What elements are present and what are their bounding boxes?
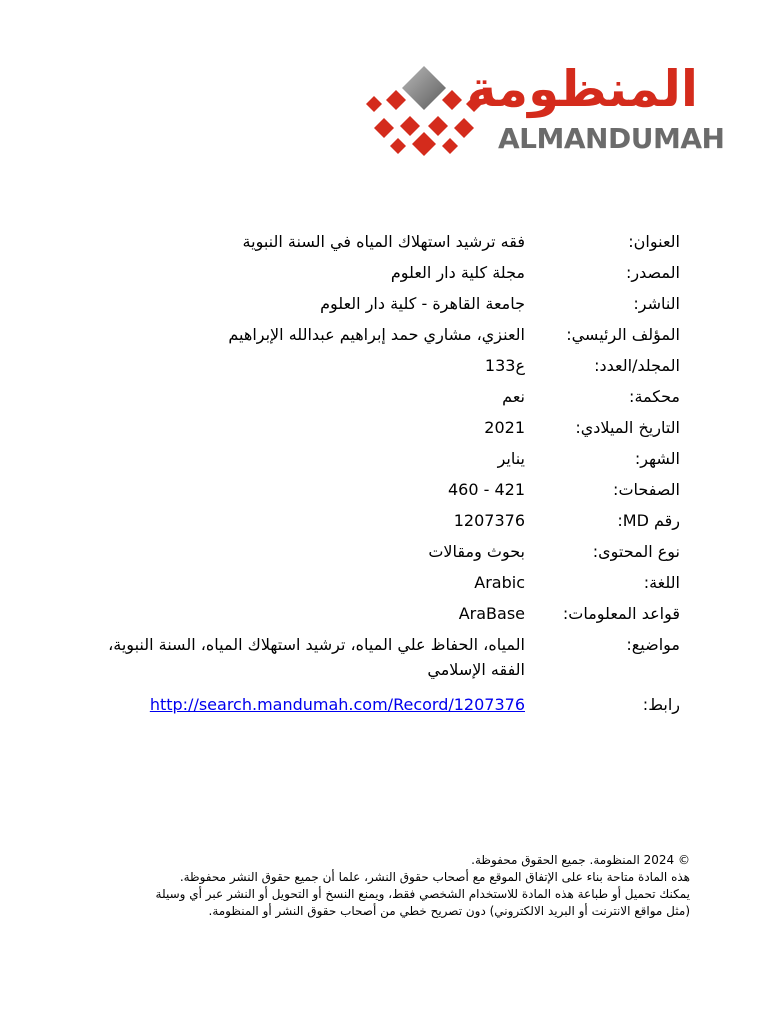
value-link xyxy=(80,689,525,720)
label-pages: الصفحات: xyxy=(613,480,680,499)
row-gregorian-date xyxy=(80,412,680,443)
value-source: مجلة كلية دار العلوم xyxy=(390,263,525,282)
row-peer-reviewed xyxy=(80,381,680,412)
label-content-type: نوع المحتوى: xyxy=(592,542,680,561)
label-source: المصدر: xyxy=(626,263,680,282)
row-month xyxy=(80,443,680,474)
label-title: العنوان: xyxy=(628,232,680,251)
label-month: الشهر: xyxy=(634,449,680,468)
value-publisher: جامعة القاهرة - كلية دار العلوم xyxy=(320,294,525,313)
row-main-author xyxy=(80,319,680,350)
row-publisher xyxy=(80,288,680,319)
row-subjects xyxy=(80,629,680,689)
footer-line-1: هذه المادة متاحة بناء على الإتفاق الموقع مع أصحاب حقوق النشر، علما أن جميع حقوق النشر محفوظة. xyxy=(179,870,690,884)
label-databases: قواعد المعلومات: xyxy=(562,604,680,623)
value-pages: 421 - 460 xyxy=(447,480,525,499)
row-md-number xyxy=(80,505,680,536)
value-peer-reviewed: نعم xyxy=(502,387,525,406)
row-content-type xyxy=(80,536,680,567)
almandumah-logo xyxy=(360,58,725,163)
label-volume-issue: المجلد/العدد: xyxy=(594,356,680,375)
label-link: رابط: xyxy=(642,695,680,714)
row-language xyxy=(80,567,680,598)
row-source xyxy=(80,257,680,288)
label-main-author: المؤلف الرئيسي: xyxy=(566,325,680,344)
label-gregorian-date: التاريخ الميلادي: xyxy=(575,418,680,437)
logo-text-english: ALMANDUMAH xyxy=(498,122,725,155)
label-subjects: مواضيع: xyxy=(626,635,680,654)
value-subjects: المياه، الحفاظ علي المياه، ترشيد استهلاك المياه، السنة النبوية، الفقه الإسلامي xyxy=(108,635,525,679)
value-volume-issue: ع133 xyxy=(484,356,525,375)
value-title: فقه ترشيد استهلاك المياه في السنة النبوية xyxy=(242,232,525,251)
value-databases: AraBase xyxy=(458,604,525,623)
record-metadata xyxy=(80,226,680,720)
copyright-footer xyxy=(70,852,690,920)
value-main-author: العنزي، مشاري حمد إبراهيم عبدالله الإبراهيم xyxy=(228,325,525,344)
value-md-number: 1207376 xyxy=(453,511,525,530)
value-gregorian-date: 2021 xyxy=(484,418,525,437)
row-databases xyxy=(80,598,680,629)
value-month: يناير xyxy=(497,449,525,468)
value-content-type: بحوث ومقالات xyxy=(428,542,525,561)
footer-copyright: © 2024 المنظومة. جميع الحقوق محفوظة. xyxy=(471,853,690,867)
logo-text-arabic: المنظومة xyxy=(466,60,698,118)
footer-line-2: يمكنك تحميل أو طباعة هذه المادة للاستخدام الشخصي فقط، ويمنع النسخ أو التحويل أو النشر عبر أي وسيلة xyxy=(155,887,690,901)
row-volume-issue xyxy=(80,350,680,381)
row-title xyxy=(80,226,680,257)
value-language: Arabic xyxy=(474,573,525,592)
record-link[interactable]: http://search.mandumah.com/Record/1207376 xyxy=(149,695,525,714)
row-pages xyxy=(80,474,680,505)
footer-line-3: (مثل مواقع الانترنت أو البريد الالكتروني) دون تصريح خطي من أصحاب حقوق النشر أو المنظومة. xyxy=(208,904,690,918)
label-md-number: رقم MD: xyxy=(617,511,680,530)
row-link xyxy=(80,689,680,720)
label-language: اللغة: xyxy=(643,573,680,592)
label-publisher: الناشر: xyxy=(633,294,680,313)
label-peer-reviewed: محكمة: xyxy=(629,387,680,406)
